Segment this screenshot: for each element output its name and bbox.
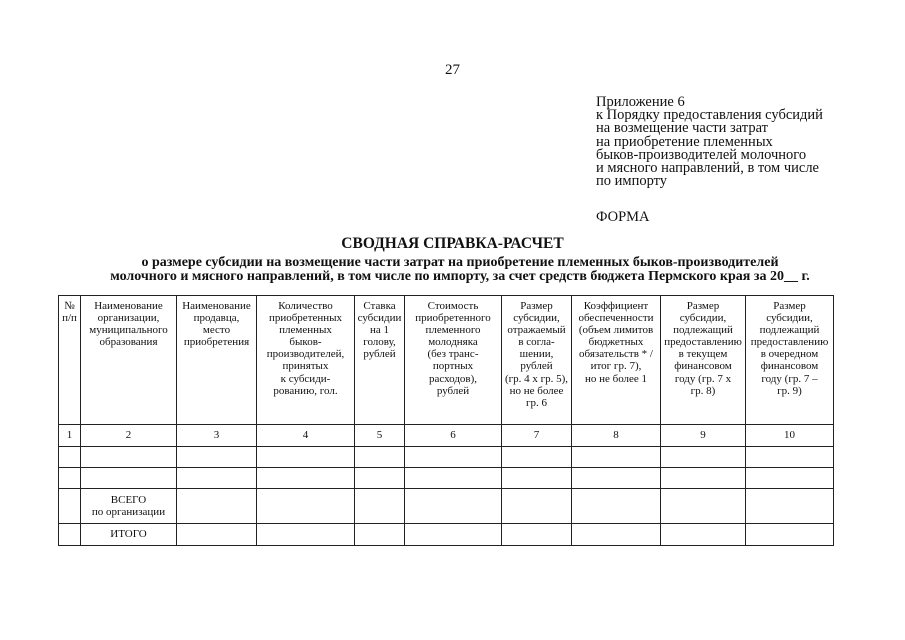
header-line: рублей [363, 348, 396, 361]
table-cell [572, 489, 661, 524]
column-number: 6 [405, 425, 502, 447]
header-line: подлежащий [759, 324, 820, 337]
header-cell [59, 296, 81, 425]
table-cell [355, 489, 405, 524]
header-line: субсидии [357, 312, 402, 325]
appendix-block [596, 96, 856, 188]
table-header-row [59, 296, 834, 425]
document-subtitle [40, 256, 880, 283]
table-cell [405, 524, 502, 546]
header-line: году (гр. 7 – [761, 372, 818, 385]
header-line: рублей [436, 384, 470, 397]
column-number: 4 [257, 425, 355, 447]
header-cell [81, 296, 177, 425]
table-cell [746, 489, 834, 524]
appendix-line: по импорту [596, 173, 668, 190]
header-line: в согла- [518, 336, 555, 349]
header-line: Наименование [94, 300, 163, 312]
total-by-organization-label [81, 489, 177, 524]
header-line: Стоимость [427, 300, 479, 312]
header-line: субсидии, [513, 312, 560, 325]
table-cell [257, 524, 355, 546]
header-line: в очередном [760, 348, 819, 361]
header-line: к субсиди- [280, 372, 331, 385]
header-cell [355, 296, 405, 425]
table-cell [177, 468, 257, 489]
table-cell [502, 447, 572, 468]
header-line: производителей, [266, 348, 345, 361]
table-cell [502, 489, 572, 524]
table-cell [502, 524, 572, 546]
subtitle-line: молочного и мясного направлений, в том числе по импорту, за счет средств бюджета Пермского края за 20__ г. [110, 268, 810, 284]
header-line: продавца, [193, 312, 240, 325]
header-line: субсидии, [679, 312, 727, 325]
column-number: 9 [661, 425, 746, 447]
header-line: место [202, 324, 231, 337]
header-line: отражаемый [507, 324, 566, 337]
header-line: Наименование [182, 300, 251, 312]
appendix-line: и мясного направлений, в том числе [596, 160, 819, 177]
total-label-line: ВСЕГО [110, 493, 147, 506]
header-cell [572, 296, 661, 425]
header-line: бюджетных [588, 336, 644, 349]
table-cell [257, 489, 355, 524]
header-line: рублей [520, 360, 553, 373]
header-line: племенных [279, 324, 332, 337]
table-cell [257, 468, 355, 489]
header-line: гр. 9) [777, 384, 802, 397]
table-cell [661, 489, 746, 524]
form-label: ФОРМА [596, 209, 650, 225]
appendix-line: на возмещение части затрат [596, 120, 768, 137]
table-cell [405, 447, 502, 468]
header-line: организации, [97, 312, 160, 325]
header-line: субсидии, [766, 312, 813, 325]
column-number: 10 [746, 425, 834, 447]
header-line: подлежащий [673, 324, 733, 337]
header-line: Размер [773, 300, 806, 312]
grand-total-row [59, 524, 834, 546]
header-line: муниципального [89, 324, 168, 337]
header-line: (без транс- [427, 348, 479, 361]
header-line: предоставлению [750, 336, 829, 349]
appendix-line: на приобретение племенных [596, 133, 773, 150]
header-line: Ставка [363, 300, 396, 312]
header-line: шении, [519, 348, 554, 361]
header-line: приобретенного [415, 312, 491, 325]
header-line: приобретения [183, 336, 250, 349]
header-line: рованию, гол. [273, 384, 338, 397]
table-cell [572, 447, 661, 468]
table-cell [177, 489, 257, 524]
column-number: 1 [59, 425, 81, 447]
grand-total-label: ИТОГО [81, 524, 177, 546]
header-line: племенного [425, 324, 481, 337]
header-line: но не более 1 [584, 372, 648, 385]
header-line: быков- [289, 336, 322, 349]
header-line: финансовом [674, 360, 732, 373]
header-cell [405, 296, 502, 425]
table-cell [257, 447, 355, 468]
header-line: (гр. 4 х гр. 5), [504, 372, 569, 385]
table-cell [59, 489, 81, 524]
header-cell [177, 296, 257, 425]
table-cell [59, 468, 81, 489]
table-cell [661, 447, 746, 468]
table-cell [59, 524, 81, 546]
table-cell [746, 468, 834, 489]
header-line: обязательств * / [579, 348, 653, 361]
column-number: 5 [355, 425, 405, 447]
subtitle-line: о размере субсидии на возмещение части затрат на приобретение племенных быков-производителей [141, 255, 779, 270]
table-cell [572, 468, 661, 489]
table-cell [746, 447, 834, 468]
header-cell [661, 296, 746, 425]
header-line: году (гр. 7 х [674, 372, 732, 385]
table-row [59, 447, 834, 468]
header-line: но не более [509, 384, 564, 397]
header-line: п/п [62, 312, 77, 325]
table-row [59, 468, 834, 489]
header-line: итог гр. 7), [590, 360, 642, 373]
header-line: гр. 6 [525, 396, 547, 409]
column-number: 7 [502, 425, 572, 447]
header-line: Количество [278, 300, 333, 312]
header-line: на 1 [369, 324, 390, 337]
header-cell [746, 296, 834, 425]
column-number: 2 [81, 425, 177, 447]
header-line: (объем лимитов [578, 324, 654, 337]
header-line: № [64, 300, 75, 312]
header-line: предоставлению [664, 336, 742, 349]
table-cell [177, 447, 257, 468]
header-line: принятых [282, 360, 329, 373]
total-by-organization-row [59, 489, 834, 524]
header-line: молодняка [428, 336, 478, 349]
appendix-line: к Порядку предоставления субсидий [596, 107, 823, 124]
header-line: в текущем [678, 348, 728, 361]
table-cell [355, 468, 405, 489]
column-number: 3 [177, 425, 257, 447]
table-cell [572, 524, 661, 546]
table-cell [81, 468, 177, 489]
column-number: 8 [572, 425, 661, 447]
header-line: портных [432, 360, 474, 373]
total-label-line: по организации [91, 506, 166, 518]
appendix-line: Приложение 6 [596, 94, 685, 110]
header-line: Размер [686, 300, 720, 312]
header-line: образования [99, 336, 158, 349]
appendix-line: быков-производителей молочного [596, 146, 807, 163]
header-line: обеспеченности [578, 312, 654, 325]
header-line: Коэффициент [583, 300, 649, 312]
header-line: приобретенных [268, 312, 343, 325]
table-cell [177, 524, 257, 546]
table-cell [355, 524, 405, 546]
page-number: 27 [445, 62, 460, 78]
table-cell [746, 524, 834, 546]
table-cell [661, 524, 746, 546]
header-cell [257, 296, 355, 425]
document-title: СВОДНАЯ СПРАВКА-РАСЧЕТ [341, 235, 564, 252]
table-cell [59, 447, 81, 468]
header-line: Размер [520, 300, 553, 312]
column-number-row [59, 425, 834, 447]
header-line: гр. 8) [690, 384, 716, 397]
table-cell [405, 489, 502, 524]
table-cell [502, 468, 572, 489]
header-line: голову, [363, 336, 396, 349]
calculation-table [58, 295, 834, 546]
table-cell [81, 447, 177, 468]
table-cell [405, 468, 502, 489]
header-line: финансовом [760, 360, 819, 373]
table-cell [661, 468, 746, 489]
header-line: расходов), [428, 372, 478, 385]
table-cell [355, 447, 405, 468]
header-cell [502, 296, 572, 425]
